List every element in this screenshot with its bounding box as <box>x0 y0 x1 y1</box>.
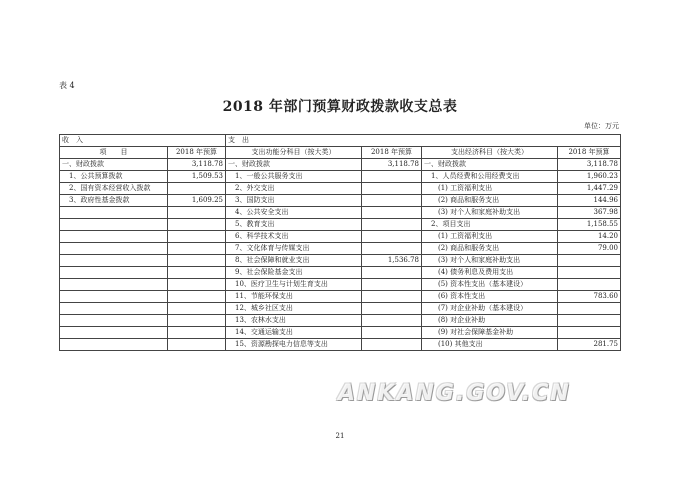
amount-cell <box>168 267 226 279</box>
item-cell <box>60 219 168 231</box>
amount-cell <box>362 231 422 243</box>
amount-cell <box>558 279 621 291</box>
expense-section-header: 支 出 <box>226 135 621 147</box>
table-row <box>60 291 621 303</box>
item-cell <box>60 315 168 327</box>
item-cell: 10、医疗卫生与计划生育支出 <box>226 279 362 291</box>
item-cell: 9、社会保险基金支出 <box>226 267 362 279</box>
column-header: 项 目 <box>60 147 168 159</box>
amount-cell <box>558 255 621 267</box>
amount-cell <box>558 315 621 327</box>
item-cell: (8) 对企业补助 <box>422 315 558 327</box>
amount-cell: 1,609.25 <box>168 195 226 207</box>
amount-cell <box>362 339 422 351</box>
table-row <box>60 159 621 171</box>
amount-cell: 79.00 <box>558 243 621 255</box>
item-cell <box>60 207 168 219</box>
amount-cell: 1,536.78 <box>362 255 422 267</box>
item-cell <box>60 243 168 255</box>
column-header-row <box>60 147 621 159</box>
item-cell: (3) 对个人和家庭补助支出 <box>422 255 558 267</box>
table-row <box>60 327 621 339</box>
item-cell: 1、一般公共服务支出 <box>226 171 362 183</box>
table-row <box>60 315 621 327</box>
budget-table <box>59 134 621 351</box>
item-cell: 5、教育支出 <box>226 219 362 231</box>
item-cell: (1) 工资福利支出 <box>422 183 558 195</box>
item-cell <box>60 267 168 279</box>
amount-cell <box>168 183 226 195</box>
watermark-logo: ANKANG.GOV.CN <box>338 381 571 406</box>
amount-cell <box>168 315 226 327</box>
item-cell: 11、节能环保支出 <box>226 291 362 303</box>
amount-cell <box>362 291 422 303</box>
table-row <box>60 279 621 291</box>
amount-cell <box>362 219 422 231</box>
item-cell <box>60 279 168 291</box>
amount-cell <box>362 195 422 207</box>
table-row <box>60 183 621 195</box>
item-cell: 3、国防支出 <box>226 195 362 207</box>
amount-cell <box>168 279 226 291</box>
amount-cell <box>558 303 621 315</box>
amount-cell <box>168 231 226 243</box>
item-cell: 13、农林水支出 <box>226 315 362 327</box>
item-cell: (2) 商品和服务支出 <box>422 195 558 207</box>
table-row <box>60 243 621 255</box>
item-cell: (2) 商品和服务支出 <box>422 243 558 255</box>
amount-cell <box>362 183 422 195</box>
item-cell: 3、政府性基金拨款 <box>60 195 168 207</box>
item-cell: 14、交通运输支出 <box>226 327 362 339</box>
column-header: 2018 年预算 <box>558 147 621 159</box>
item-cell <box>60 303 168 315</box>
amount-cell <box>362 327 422 339</box>
amount-cell <box>362 171 422 183</box>
column-header: 2018 年预算 <box>168 147 226 159</box>
amount-cell <box>168 339 226 351</box>
table-row <box>60 219 621 231</box>
amount-cell <box>168 255 226 267</box>
amount-cell: 1,158.55 <box>558 219 621 231</box>
amount-cell <box>362 303 422 315</box>
amount-cell: 1,509.53 <box>168 171 226 183</box>
item-cell: 12、城乡社区支出 <box>226 303 362 315</box>
amount-cell <box>168 207 226 219</box>
amount-cell: 1,960.23 <box>558 171 621 183</box>
section-row <box>60 135 621 147</box>
item-cell: 2、国有资本经营收入拨款 <box>60 183 168 195</box>
item-cell: (6) 资本性支出 <box>422 291 558 303</box>
table-row <box>60 207 621 219</box>
item-cell: 2、外交支出 <box>226 183 362 195</box>
item-cell: 一、财政拨款 <box>60 159 168 171</box>
table-row <box>60 171 621 183</box>
item-cell: (5) 资本性支出（基本建设） <box>422 279 558 291</box>
item-cell <box>60 231 168 243</box>
amount-cell <box>362 267 422 279</box>
item-cell: 8、社会保障和就业支出 <box>226 255 362 267</box>
item-cell: (9) 对社会保障基金补助 <box>422 327 558 339</box>
amount-cell: 3,118.78 <box>558 159 621 171</box>
page-number: 21 <box>335 432 345 440</box>
table-label: 表 4 <box>59 81 75 90</box>
amount-cell: 14.20 <box>558 231 621 243</box>
item-cell: (1) 工资福利支出 <box>422 231 558 243</box>
item-cell: 4、公共安全支出 <box>226 207 362 219</box>
item-cell <box>60 339 168 351</box>
item-cell: (10) 其他支出 <box>422 339 558 351</box>
amount-cell <box>168 219 226 231</box>
amount-cell: 144.96 <box>558 195 621 207</box>
amount-cell <box>168 243 226 255</box>
amount-cell <box>168 327 226 339</box>
amount-cell <box>558 327 621 339</box>
amount-cell: 281.75 <box>558 339 621 351</box>
table-row <box>60 255 621 267</box>
item-cell <box>60 291 168 303</box>
item-cell: 1、人员经费和公用经费支出 <box>422 171 558 183</box>
item-cell: (3) 对个人和家庭补助支出 <box>422 207 558 219</box>
amount-cell: 367.98 <box>558 207 621 219</box>
item-cell: 一、财政拨款 <box>422 159 558 171</box>
column-header: 支出功能分科目（按大类） <box>226 147 362 159</box>
column-header: 2018 年预算 <box>362 147 422 159</box>
amount-cell <box>362 279 422 291</box>
amount-cell <box>362 207 422 219</box>
document-title: 2018 年部门预算财政拨款收支总表 <box>222 99 458 115</box>
amount-cell <box>168 291 226 303</box>
amount-cell: 3,118.78 <box>362 159 422 171</box>
item-cell: (7) 对企业补助（基本建设） <box>422 303 558 315</box>
column-header: 支出经济科目（按大类） <box>422 147 558 159</box>
item-cell: 15、资源勘探电力信息等支出 <box>226 339 362 351</box>
item-cell: 一、财政拨款 <box>226 159 362 171</box>
amount-cell <box>558 267 621 279</box>
amount-cell: 3,118.78 <box>168 159 226 171</box>
table-row <box>60 195 621 207</box>
amount-cell: 1,447.29 <box>558 183 621 195</box>
item-cell: 7、文化体育与传媒支出 <box>226 243 362 255</box>
item-cell: 2、项目支出 <box>422 219 558 231</box>
table-row <box>60 303 621 315</box>
item-cell <box>60 255 168 267</box>
table-row <box>60 231 621 243</box>
item-cell: 6、科学技术支出 <box>226 231 362 243</box>
table-row <box>60 267 621 279</box>
amount-cell: 783.60 <box>558 291 621 303</box>
table-row <box>60 339 621 351</box>
item-cell <box>60 327 168 339</box>
amount-cell <box>168 303 226 315</box>
amount-cell <box>362 315 422 327</box>
item-cell: (4) 债务利息及费用支出 <box>422 267 558 279</box>
unit-label: 单位：万元 <box>584 122 619 130</box>
income-section-header: 收 入 <box>60 135 226 147</box>
item-cell: 1、公共预算拨款 <box>60 171 168 183</box>
amount-cell <box>362 243 422 255</box>
